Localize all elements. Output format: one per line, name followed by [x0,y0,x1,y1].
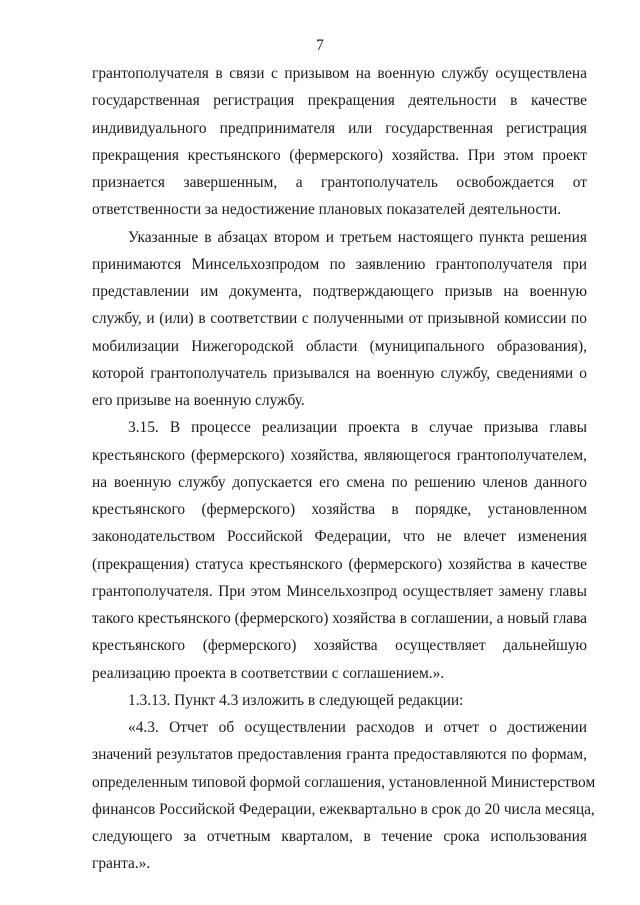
text-line: такого крестьянского (фермерского) хозяйства в соглашении, а новый глава [92,610,587,627]
paragraph [92,60,587,224]
text-line: службу, и (или) в соответствии с полученными от призывной комиссии по [92,310,587,328]
text-line: следующего за отчетным кварталом, в течение срока использования [92,828,587,845]
paragraph [92,714,596,878]
text-line: его призыве на военную службу. [92,392,305,409]
text-line: индивидуального предпринимателя или государственная регистрация [92,119,587,137]
text-line: 1.3.13. Пункт 4.3 изложить в следующей редакции: [128,691,464,709]
paragraph [92,224,587,415]
page-number: 7 [316,37,324,54]
text-line: законодательством Российской Федерации, что не влечет изменения [92,528,587,546]
text-line: гранта.». [92,855,151,873]
text-line: государственная регистрация прекращения деятельности в качестве [92,92,587,110]
text-line: ответственности за недостижение плановых показателей деятельности. [92,201,562,219]
text-line: крестьянского (фермерского) хозяйства осуществляет дальнейшую [92,637,587,655]
text-line: грантополучателя. При этом Минсельхозпрод осуществляет замену главы [92,582,587,600]
text-line: принимаются Минсельхозпродом по заявлению грантополучателя при [92,255,587,273]
text-line: крестьянского (фермерского) хозяйства, являющегося грантополучателем, [92,446,587,464]
text-line: значений результатов предоставления гранта предоставляются по формам, [92,746,587,764]
paragraph [92,687,587,714]
document-body [92,60,596,878]
text-line: 3.15. В процессе реализации проекта в случае призыва главы [128,419,587,437]
text-line: на военную службу допускается его смена по решению членов данного [92,473,587,491]
text-line: Указанные в абзацах втором и третьем настоящего пункта решения [128,228,587,246]
paragraph [92,414,587,687]
text-line: признается завершенным, а грантополучатель освобождается от [92,174,587,191]
text-line: прекращения крестьянского (фермерского) хозяйства. При этом проект [92,146,587,164]
text-line: финансов Российской Федерации, ежеквартально в срок до 20 числа месяца, [92,800,595,818]
text-line: реализацию проекта в соответствии с соглашением.». [92,664,445,682]
text-line: которой грантополучатель призывался на военную службу, сведениями о [92,364,587,382]
text-line: крестьянского (фермерского) хозяйства в порядке, установленном [92,501,587,518]
text-line: мобилизации Нижегородской области (муниципального образования), [92,337,587,355]
text-line: грантополучателя в связи с призывом на военную службу осуществлена [92,65,587,82]
text-line: «4.3. Отчет об осуществлении расходов и отчет о достижении [128,719,587,736]
text-line: определенным типовой формой соглашения, установленной Министерством [92,773,596,791]
text-line: (прекращения) статуса крестьянского (фермерского) хозяйства в качестве [92,555,587,573]
text-line: представлении им документа, подтверждающего призыв на военную [92,283,587,300]
